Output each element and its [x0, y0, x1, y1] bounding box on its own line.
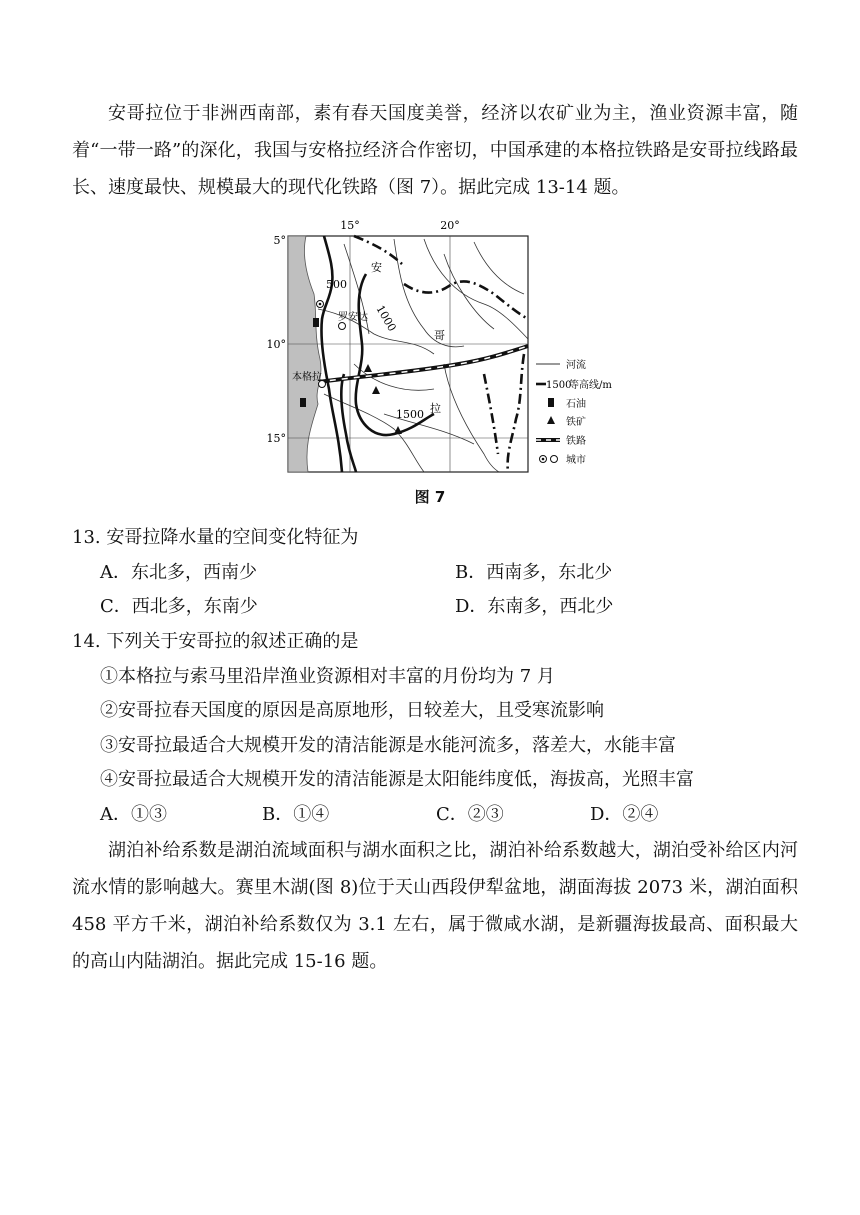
q13-option-b: B．西南多，东北少: [455, 562, 613, 583]
q14-statement-4: ④安哥拉最适合大规模开发的清洁能源是太阳能纬度低，海拔高，光照丰富: [100, 769, 694, 790]
q13-option-c: C．西北多，东南少: [100, 596, 258, 617]
q14-statement-2: ②安哥拉春天国度的原因是高原地形，日较差大，且受寒流影响: [100, 700, 604, 721]
q13-option-d: D．东南多，西北少: [455, 596, 614, 617]
city-name-benguela: 本格拉: [292, 372, 322, 383]
legend-railway: 铁路: [566, 436, 586, 447]
q14-option-c: C．②③: [436, 804, 504, 825]
passage-sayram-lake: 湖泊补给系数是湖泊流域面积与湖水面积之比，湖泊补给系数越大，湖泊受补给区内河流水情的影响越大。赛里木湖(图 8)位于天山西段伊犁盆地，湖面海拔 2073 米，湖泊面积 458 平方千米，湖泊补给系数仅为 3.1 左右，属于微咸水湖，是新疆海拔最高、面积最大的高山内陆湖泊。据此完成 15-16 题。: [72, 840, 798, 972]
contour-label-1500: 1500: [396, 408, 424, 421]
q14-option-d: D．②④: [590, 804, 659, 825]
figure-7-angola-map: [266, 214, 614, 476]
map-label-la: 拉: [430, 402, 441, 415]
oil-symbol-south: [300, 398, 306, 407]
question-13-stem: 13. 安哥拉降水量的空间变化特征为: [72, 527, 359, 548]
lon-label-20: 20°: [440, 219, 460, 232]
q13-option-a: A．东北多，西南少: [100, 562, 257, 583]
oil-symbol-north: [313, 318, 319, 327]
figure-caption: 图 7: [414, 488, 446, 506]
legend-river: 河流: [566, 360, 586, 371]
lat-label-10: 10°: [266, 338, 286, 351]
city-name-luanda: 罗安达: [338, 312, 368, 323]
lat-label-15: 15°: [266, 432, 286, 445]
q14-option-a: A．①③: [100, 804, 167, 825]
q14-option-b: B．①④: [262, 804, 330, 825]
contour-label-500: 500: [326, 278, 347, 291]
map-label-an: 安: [371, 261, 382, 274]
question-14-stem: 14. 下列关于安哥拉的叙述正确的是: [72, 631, 359, 652]
contour-label-1000: 1000: [373, 303, 399, 334]
map-legend: [536, 358, 612, 466]
map-label-ge: 哥: [434, 329, 445, 342]
lon-label-15: 15°: [340, 219, 360, 232]
lat-label-5: 5°: [273, 234, 286, 247]
city-circle-luanda: [339, 323, 346, 330]
legend-city: 城市: [566, 455, 586, 466]
legend-oil: 石油: [566, 399, 586, 410]
passage-angola: 安哥拉位于非洲西南部，素有春天国度美誉，经济以农矿业为主，渔业资源丰富，随着“一带一路”的深化，我国与安格拉经济合作密切，中国承建的本格拉铁路是安哥拉线路最长、速度最快、规模最大的现代化铁路（图 7）。据此完成 13-14 题。: [72, 103, 798, 198]
legend-contour: 等高线/m: [569, 380, 612, 391]
legend-iron: 铁矿: [566, 417, 586, 428]
legend-contour-value: 1500: [546, 380, 572, 391]
q14-statement-1: ①本格拉与索马里沿岸渔业资源相对丰富的月份均为 7 月: [100, 666, 555, 687]
q14-statement-3: ③安哥拉最适合大规模开发的清洁能源是水能河流多，落差大，水能丰富: [100, 735, 676, 756]
